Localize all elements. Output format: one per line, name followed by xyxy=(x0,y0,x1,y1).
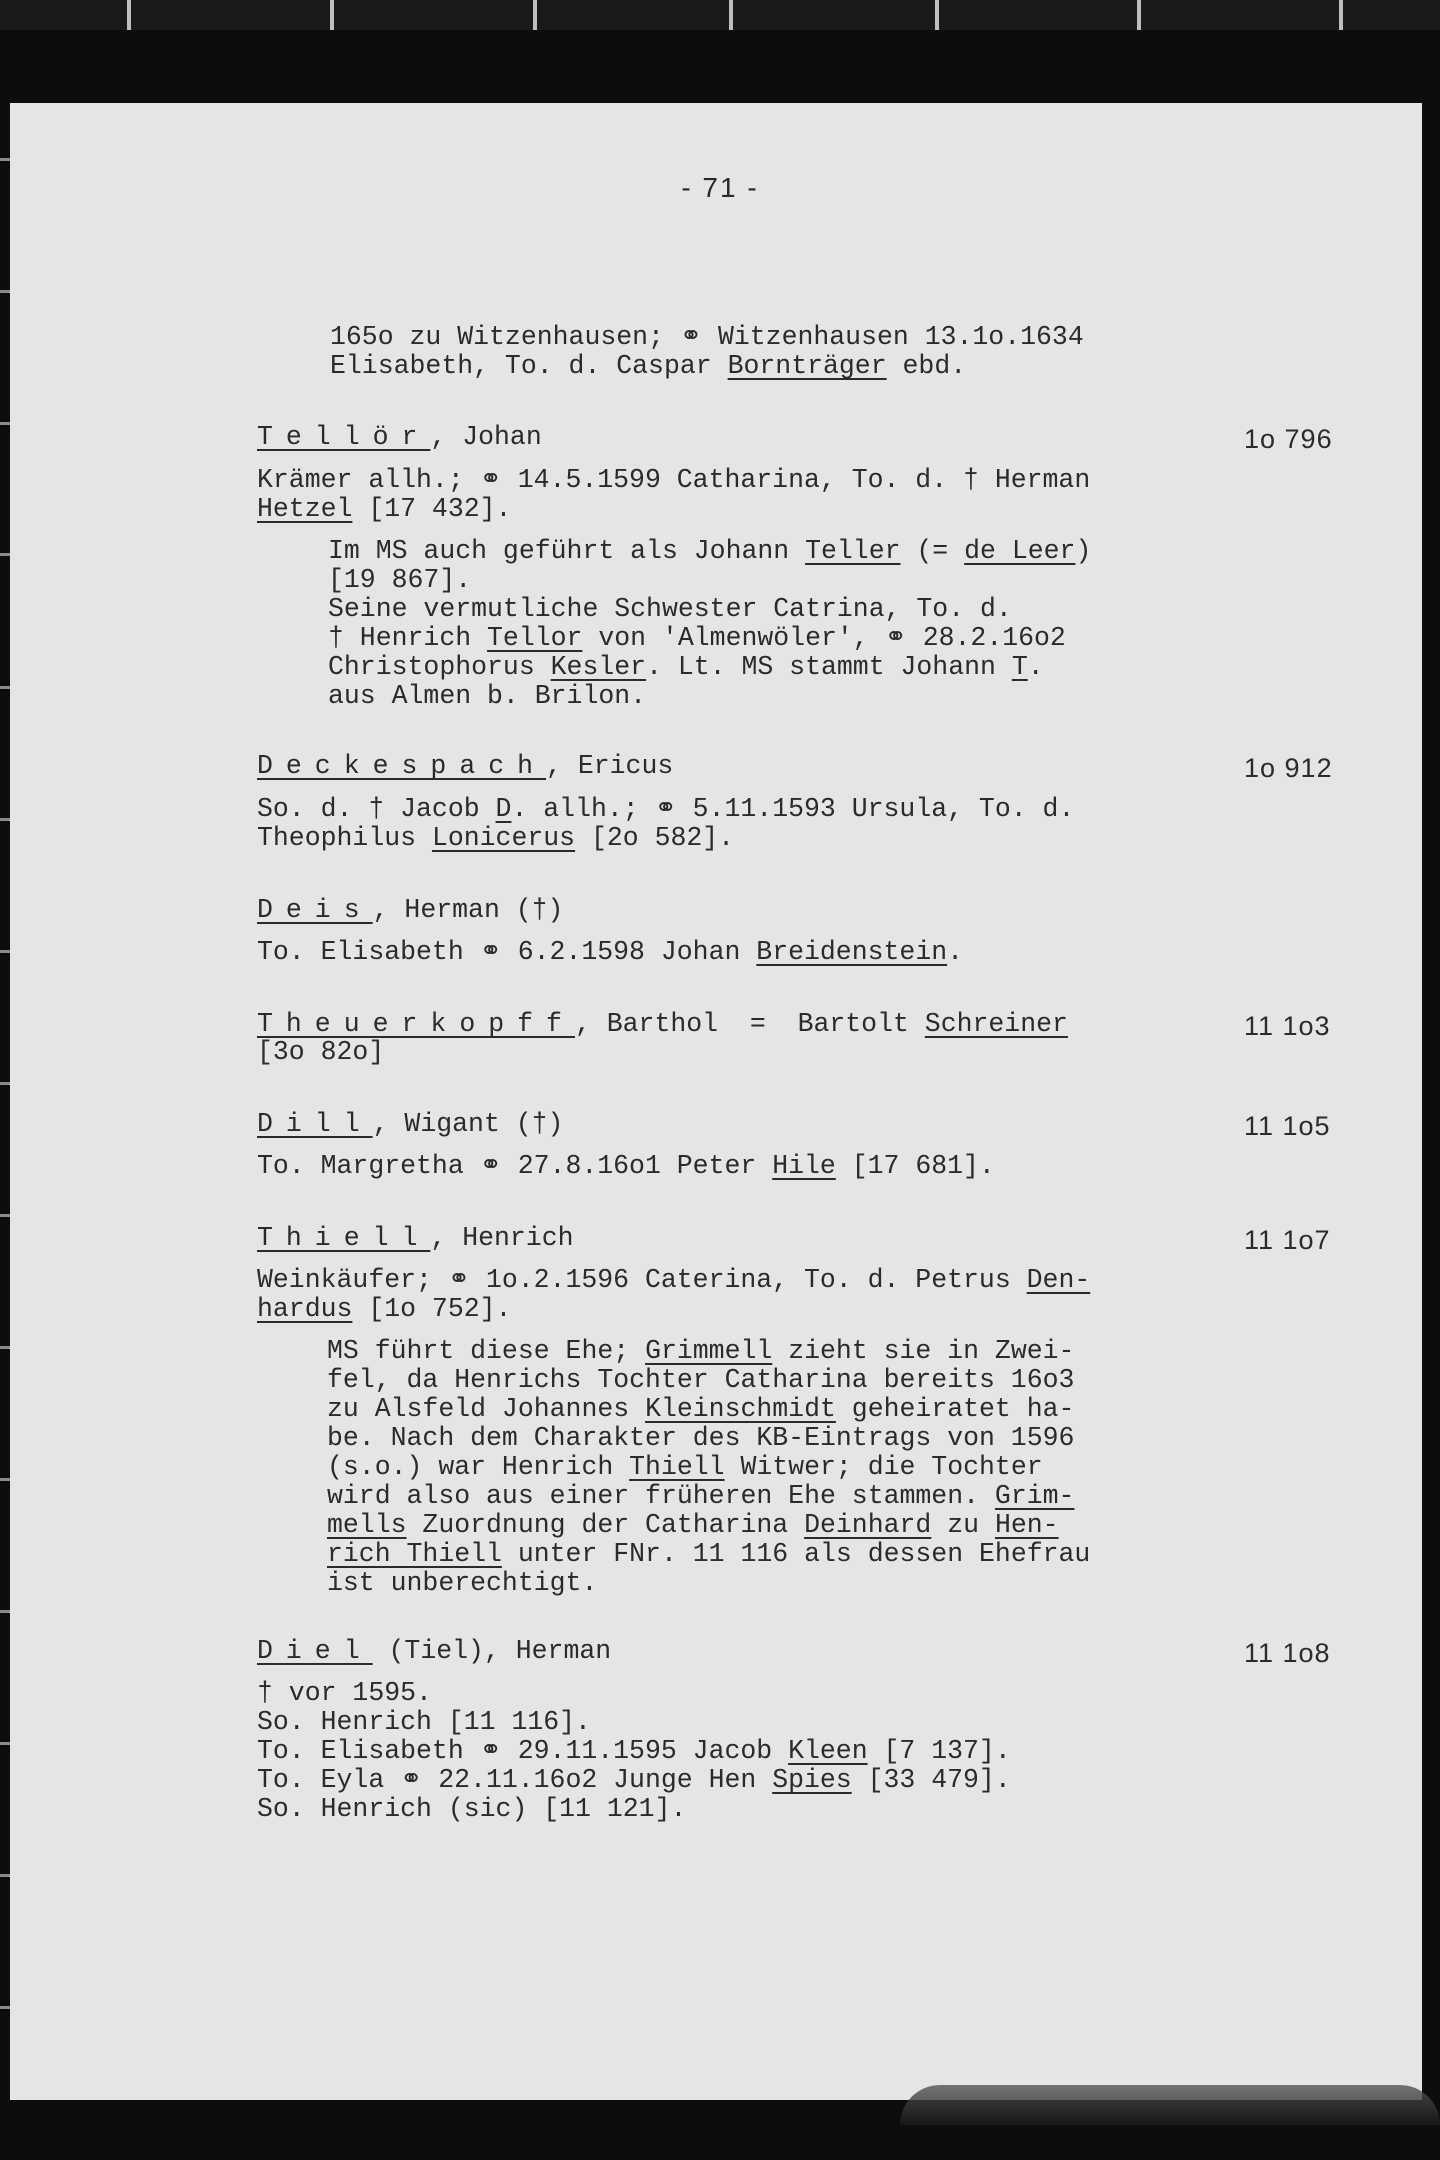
edge-tick xyxy=(0,290,10,293)
surname: Tellör xyxy=(257,422,431,452)
surname: Dill xyxy=(257,1109,373,1139)
entry-body: hardus [1o 752]. xyxy=(257,1294,512,1324)
entry-note: wird also aus einer früheren Ehe stammen. Grim- xyxy=(327,1481,1075,1511)
edge-tick xyxy=(0,553,10,556)
entry-note: aus Almen b. Brilon. xyxy=(328,681,647,711)
continuation-line: 165o zu Witzenhausen; ⚭ Witzenhausen 13.1o.1634 xyxy=(330,322,1084,352)
edge-tick xyxy=(0,818,10,821)
entry-id: 11 1o5 xyxy=(1244,1111,1331,1141)
entry-id: 1o 912 xyxy=(1244,753,1333,783)
continuation-line: Elisabeth, To. d. Caspar Bornträger ebd. xyxy=(330,351,967,381)
entry-id: 1o 796 xyxy=(1244,424,1333,454)
entry-note: zu Alsfeld Johannes Kleinschmidt geheiratet ha- xyxy=(327,1394,1075,1424)
entry-body: To. Elisabeth ⚭ 29.11.1595 Jacob Kleen [7 137]. xyxy=(257,1736,1011,1766)
surname: Deckespach xyxy=(257,751,547,781)
film-tick xyxy=(1339,0,1343,30)
page-number: - 71 - xyxy=(681,172,759,203)
entry-note: Im MS auch geführt als Johann Teller (= de Leer) xyxy=(328,536,1092,566)
edge-tick xyxy=(0,158,10,161)
edge-tick xyxy=(0,1478,10,1481)
entry-body: So. d. † Jacob D. allh.; ⚭ 5.11.1593 Ursula, To. d. xyxy=(257,794,1075,824)
entry-note: † Henrich Tellor von 'Almenwöler', ⚭ 28.2.16o2 xyxy=(328,623,1066,653)
edge-tick xyxy=(0,422,10,425)
entry-heading: Tellör, Johan xyxy=(257,422,542,452)
edge-tick xyxy=(0,1742,10,1745)
surname: Diel xyxy=(257,1636,373,1666)
edge-tick xyxy=(0,1610,10,1613)
page-shadow xyxy=(900,2085,1440,2125)
document-page xyxy=(10,103,1422,2100)
surname: Thiell xyxy=(257,1223,431,1253)
entry-note: mells Zuordnung der Catharina Deinhard zu Hen- xyxy=(327,1510,1059,1540)
film-tick xyxy=(127,0,131,30)
entry-note: [19 867]. xyxy=(328,565,472,595)
entry-note: fel, da Henrichs Tochter Catharina bereits 16o3 xyxy=(327,1365,1075,1395)
surname: Deis xyxy=(257,895,373,925)
entry-heading: Deis, Herman (†) xyxy=(257,895,564,925)
entry-body: Theophilus Lonicerus [2o 582]. xyxy=(257,823,735,853)
entry-body: † vor 1595. xyxy=(257,1678,432,1708)
entry-body: To. Eyla ⚭ 22.11.16o2 Junge Hen Spies [33 479]. xyxy=(257,1765,1011,1795)
entry-note: rich Thiell unter FNr. 11 116 als dessen Ehefrau xyxy=(327,1539,1091,1569)
surname: Theuerkopff xyxy=(257,1009,575,1039)
entry-id: 11 1o8 xyxy=(1244,1638,1331,1668)
film-tick xyxy=(935,0,939,30)
edge-tick xyxy=(0,1082,10,1085)
edge-tick xyxy=(0,686,10,689)
edge-tick xyxy=(0,1874,10,1877)
film-strip-top xyxy=(0,0,1440,30)
film-tick xyxy=(533,0,537,30)
film-tick xyxy=(1137,0,1141,30)
entry-note: MS führt diese Ehe; Grimmell zieht sie in Zwei- xyxy=(327,1336,1075,1366)
edge-tick xyxy=(0,2006,10,2009)
entry-id: 11 1o7 xyxy=(1244,1225,1331,1255)
entry-heading: Deckespach, Ericus xyxy=(257,751,674,781)
entry-body: So. Henrich [11 116]. xyxy=(257,1707,591,1737)
entry-note: (s.o.) war Henrich Thiell Witwer; die Tochter xyxy=(327,1452,1043,1482)
entry-note: Seine vermutliche Schwester Catrina, To. d. xyxy=(328,594,1012,624)
entry-note: be. Nach dem Charakter des KB-Eintrags von 1596 xyxy=(327,1423,1075,1453)
entry-body: So. Henrich (sic) [11 121]. xyxy=(257,1794,687,1824)
entry-body: To. Margretha ⚭ 27.8.16o1 Peter Hile [17 681]. xyxy=(257,1151,995,1181)
entry-body: Hetzel [17 432]. xyxy=(257,494,512,524)
entry-ref: [3o 82o] xyxy=(257,1037,385,1067)
entry-heading: Theuerkopff, Barthol = Bartolt Schreiner xyxy=(257,1009,1068,1039)
edge-tick xyxy=(0,950,10,953)
entry-heading: Dill, Wigant (†) xyxy=(257,1109,564,1139)
entry-note: Christophorus Kesler. Lt. MS stammt Johann T. xyxy=(328,652,1044,682)
edge-tick xyxy=(0,1214,10,1217)
edge-tick xyxy=(0,1346,10,1349)
entry-id: 11 1o3 xyxy=(1244,1011,1331,1041)
entry-body: To. Elisabeth ⚭ 6.2.1598 Johan Breidenstein. xyxy=(257,937,964,967)
entry-heading: Diel (Tiel), Herman xyxy=(257,1636,612,1666)
entry-body: Krämer allh.; ⚭ 14.5.1599 Catharina, To. d. † Herman xyxy=(257,465,1091,495)
entry-note: ist unberechtigt. xyxy=(327,1568,598,1598)
film-tick xyxy=(330,0,334,30)
entry-body: Weinkäufer; ⚭ 1o.2.1596 Caterina, To. d. Petrus Den- xyxy=(257,1265,1091,1295)
entry-heading: Thiell, Henrich xyxy=(257,1223,574,1253)
film-tick xyxy=(729,0,733,30)
